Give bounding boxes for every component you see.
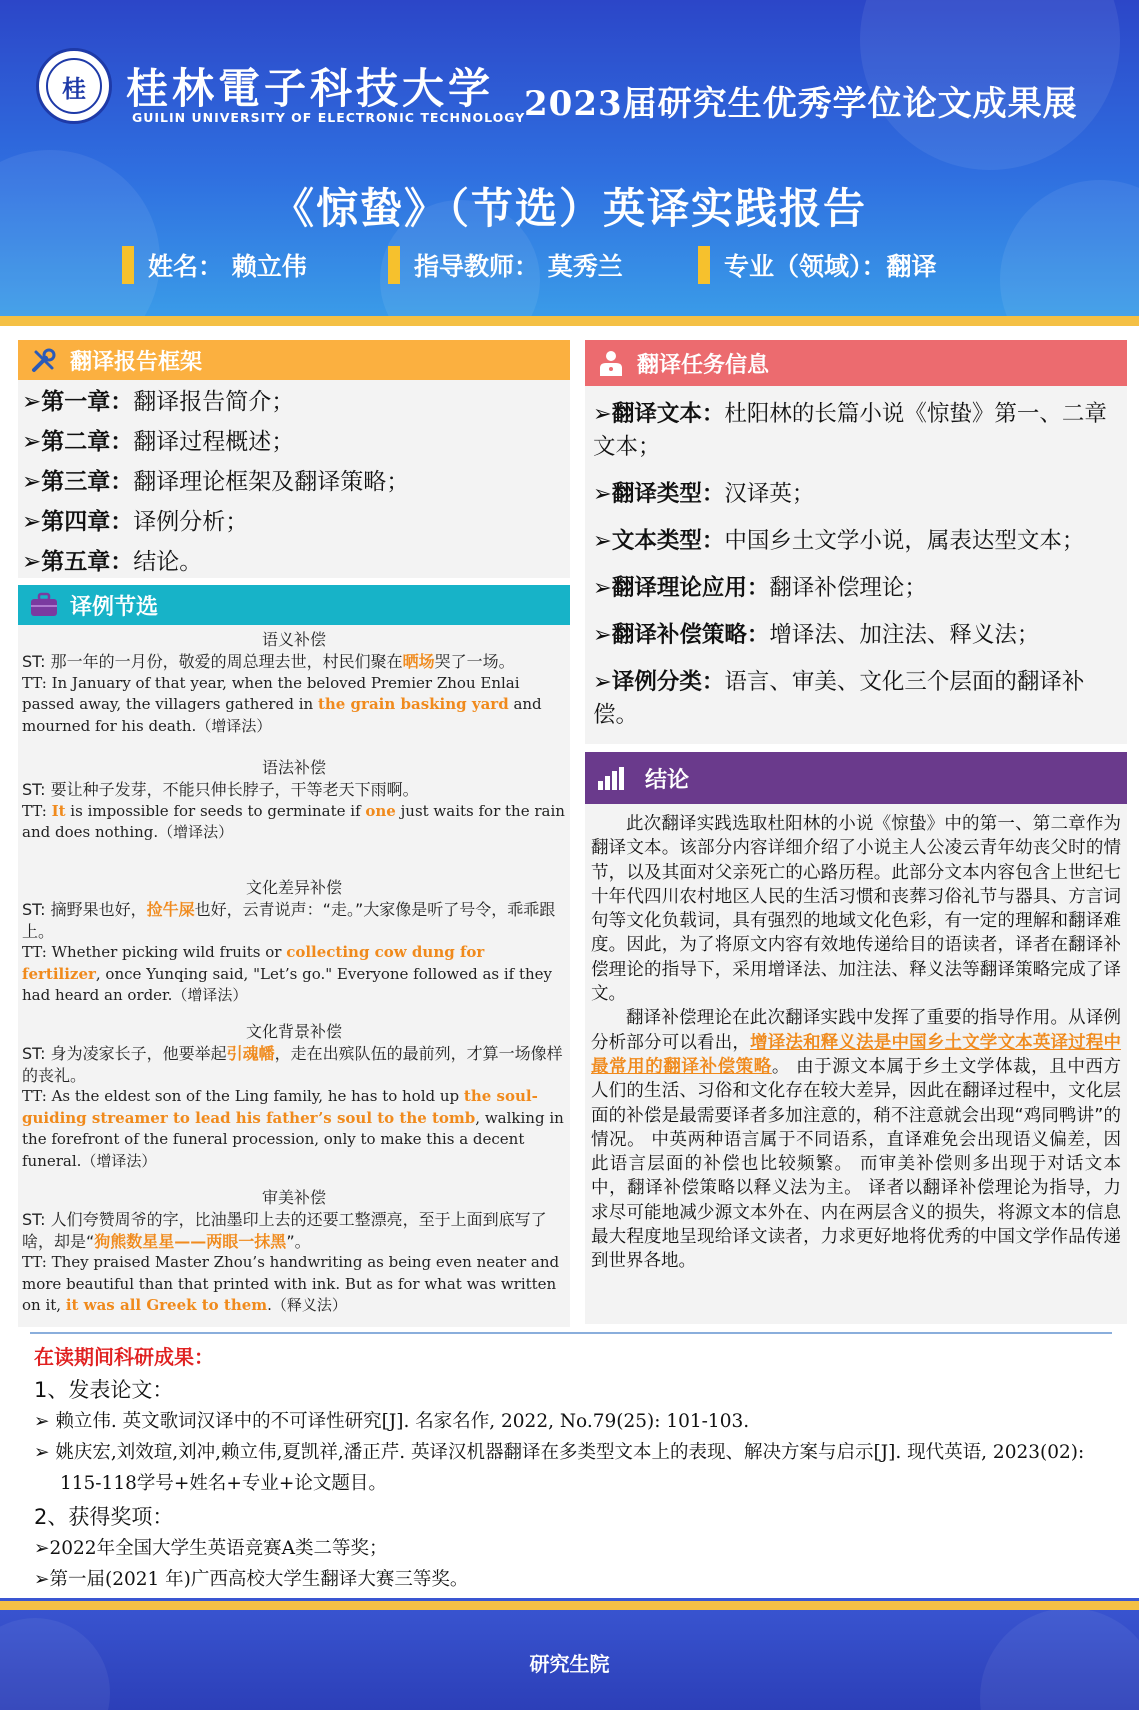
briefcase-icon [24,585,64,625]
footer-text: 研究生院 [529,1652,610,1676]
example-source [18,651,570,673]
task-text: 语言、审美、文化三个层面的翻译补偿。 [593,669,1085,728]
framework-header [18,340,570,380]
tt-highlight: the grain basking yard [317,695,509,713]
conclusion-paragraph-1: 此次翻译实践选取杜阳林的小说《惊蛰》中的第一、第二章作为翻译文本。该部分内容详细介绍了小说主人公凌云青年幼丧父时的情节，以及其面对父亲死亡的心路历程。此部分文本内容包含上世纪七十年代四川农村地区人民的生活习惯和丧葬习俗礼节与器具、方言词句等文化负载词，具有强烈的地域文化色彩，有一定的理解和翻译难度。因此，为了将原文内容有效地传递给目的语读者，译者在翻译补偿理论的指导下，采用增译法、加注法、释义法等翻译策略完成了译文。 [591,814,1121,1005]
framework-body [18,380,570,578]
student-name [122,246,307,284]
example-source [18,1043,570,1086]
advisor-name-text: 指导教师： 莫秀兰 [414,252,623,281]
conclusion-body [585,804,1127,1324]
task-text: 增译法、加注法、释义法； [769,622,1040,648]
task-label: 翻译理论应用： [611,575,770,601]
st-highlight: 狗熊数星星——两眼一抹黑 [94,1231,287,1251]
examples-header [18,585,570,625]
chapter-text: 译例分析； [133,509,249,535]
logo-glyph: 桂 [46,58,102,114]
example-block [18,1187,570,1327]
task-item: ➢文本类型：中国乡土文学小说，属表达型文本； [593,528,1085,554]
university-name-cn: 桂林電子科技大学 [126,64,495,113]
example-block [18,629,570,735]
chapter-text: 翻译过程概述； [133,429,295,455]
tt-highlight: one [365,801,396,820]
st-text: ST: 身为凌家长子，他要举起 [22,1044,227,1063]
tt-text: , walking in the forefront of the funeral procession, only to make this a decent funeral.（增译法） [22,1108,564,1170]
tt-text: TT: [22,801,52,820]
example-target [18,673,570,738]
tt-highlight: It [51,801,66,820]
tt-text: , once Yunqing said, "Let’s go." Everyone followed as if they had heard an order.（增译法） [22,964,553,1004]
task-info-heading: 翻译任务信息 [637,352,770,378]
major-name [698,246,937,284]
achievements-heading: 在读期间科研成果： [34,1345,214,1369]
tt-highlight: the soul-guiding streamer to lead his father’s soul to the tomb [22,1087,538,1127]
example-source: ST: 要让种子发芽，不能只伸长脖子，干等老天下雨啊。 [22,780,419,799]
conclusion-header [585,752,1127,804]
page-title: 《惊蛰》（节选）英译实践报告 [271,184,867,233]
task-label: 文本类型： [611,528,725,554]
example-target [18,942,570,1007]
advisor-name [388,246,623,284]
st-text: ST: 人们夸赞周爷的字，比油墨印上去的还要工整漂亮，至于上面到底写了啥，却是“ [22,1210,547,1251]
example-title: 语义补偿 [261,630,326,649]
tt-text: TT: In January of that year, when the beloved Premier Zhou Enlai passed away, the villagers gathered in [22,673,520,713]
chapter-item: ➢第一章：翻译报告简介； [22,389,295,415]
task-text: 翻译补偿理论； [769,575,927,601]
papers-heading: 1、发表论文： [34,1378,174,1402]
example-target [18,801,570,844]
paper-item: ➢ 赖立伟. 英文歌词汉译中的不可译性研究[J]. 名家名作, 2022, No.79(25): 101-103. [34,1411,750,1432]
st-text: 也好，云青说声：“走。”大家像是听了号令，乖乖跟上。 [22,900,556,941]
conclusion-paragraph-2 [585,1006,1127,1273]
university-logo [36,48,112,124]
example-target [18,1252,570,1317]
st-highlight: 引魂幡 [226,1044,275,1063]
conclusion-heading: 结论 [645,767,690,793]
st-text: ST: 那一年的一月份，敬爱的周总理去世，村民们聚在 [22,652,403,671]
st-highlight: 晒场 [402,652,435,671]
section-divider [30,1332,1112,1334]
examples-body [18,625,570,1327]
chapter-item: ➢第五章：结论。 [22,549,203,575]
st-text: ST: 摘野果也好， [22,900,147,919]
examples-heading: 译例节选 [70,594,159,620]
task-label: 译例分类： [611,669,725,695]
bar-chart-icon [591,758,631,798]
tt-text: and mourned for his death.（增译法） [22,695,542,735]
achievements-section [34,1340,1114,1595]
tt-highlight: collecting cow dung for fertilizer [22,943,485,983]
chapter-item: ➢第二章：翻译过程概述； [22,429,295,455]
tt-text: TT: As the eldest son of the Ling family, he has to hold up [22,1087,464,1105]
example-source [18,1209,570,1252]
university-name-en: GUILIN UNIVERSITY OF ELECTRONIC TECHNOLOGY [132,110,526,125]
framework-heading: 翻译报告框架 [70,349,203,375]
exhibition-title: 2023届研究生优秀学位论文成果展 [524,84,1078,124]
st-text: ，走在出殡队伍的最前列，才算一场像样的丧礼。 [22,1044,563,1085]
chapter-item: ➢第四章：译例分析； [22,509,249,535]
example-title: 审美补偿 [261,1188,326,1207]
st-text: 哭了一场。 [434,652,515,671]
task-label: 翻译补偿策略： [611,622,770,648]
tt-text: is impossible for seeds to germinate if [65,801,366,820]
footer-divider [0,1601,1139,1610]
paper-item: ➢ 姚庆宏,刘效瑄,刘冲,赖立伟,夏凯祥,潘正芹. 英译汉机器翻译在多类型文本上的表现、解决方案与启示[J]. 现代英语, 2023(02): 115-118学号+姓名+专业+论文题目。 [34,1442,1085,1494]
task-text: 汉译英； [724,481,815,507]
example-title: 文化差异补偿 [245,878,342,897]
chapter-label: 第三章： [41,469,134,495]
st-highlight: 捡牛屎 [146,900,195,919]
info-bar [388,246,400,284]
example-title: 语法补偿 [261,758,326,777]
st-text: ”。 [286,1231,311,1251]
task-label: 翻译类型： [611,481,725,507]
chapter-text: 翻译报告简介； [133,389,295,415]
example-title: 文化背景补偿 [245,1022,342,1041]
example-block [18,1017,570,1187]
tt-text: .（释义法） [267,1296,347,1314]
task-item: ➢翻译补偿策略：增译法、加注法、释义法； [593,622,1040,648]
conclusion-text: 翻译补偿理论在此次翻译实践中发挥了重要的指导作用。从译例分析部分可以看出， [591,1008,1121,1053]
task-text: 中国乡土文学小说，属表达型文本； [724,528,1085,554]
example-block [18,867,570,1017]
chapter-label: 第四章： [41,509,134,535]
example-target [18,1086,570,1172]
award-item: ➢2022年全国大学生英语竞赛A类二等奖； [34,1538,388,1559]
chapter-text: 翻译理论框架及翻译策略； [133,469,410,495]
task-item: ➢翻译类型：汉译英； [593,481,815,507]
example-block [18,735,570,867]
example-source [18,899,570,942]
task-item: ➢译例分类：语言、审美、文化三个层面的翻译补偿。 [593,669,1085,728]
header-banner [0,0,1139,316]
header-divider [0,316,1139,326]
task-item: ➢翻译理论应用：翻译补偿理论； [593,575,927,601]
task-info-body [585,386,1127,744]
team-icon [591,343,631,383]
tt-text: TT: They praised Master Zhou’s handwriting as being even neater and more beautiful than that printed with ink. But as for what was written on it, [22,1253,560,1314]
task-label: 翻译文本： [611,401,725,427]
conclusion-text: 。 由于源文本属于乡土文学体裁，且中西方人们的生活、习俗和文化存在较大差异，因此在翻译过程中，文化层面的补偿是最需要译者多加注意的，稍不注意就会出现“鸡同鸭讲”的情况。 中英两种语言属于不同语系，直译难免会出现语义偏差，因此语言层面的补偿也比较频繁。 而审美补偿则多出现于对话文本中，翻译补偿策略以释义法为主。 译者以翻译补偿理论为指导，力求尽可能地减少源文本外在、内在两层含义的损失，将源文本的信息最大程度地呈现给译文读者，力求更好地将优秀的中国文学作品传递到世界各地。 [591,1056,1122,1272]
chapter-text: 结论。 [133,549,203,575]
awards-heading: 2、获得奖项： [34,1505,174,1529]
tt-text: TT: Whether picking wild fruits or [22,943,287,961]
chapter-label: 第二章： [41,429,134,455]
tt-highlight: it was all Greek to them [65,1296,268,1314]
award-item: ➢第一届(2021 年)广西高校大学生翻译大赛三等奖。 [34,1569,469,1590]
footer-banner [0,1598,1139,1710]
task-info-header [585,340,1127,386]
tt-text: just waits for the rain and does nothing.（增译法） [22,801,565,841]
conclusion-highlight: 增译法和释义法是中国乡土文学文本英译过程中最常用的翻译补偿策略 [591,1032,1122,1077]
task-item: ➢翻译文本：杜阳林的长篇小说《惊蛰》第一、二章文本； [593,401,1107,460]
tools-icon [24,340,64,380]
major-name-text: 专业（领域）：翻译 [724,252,937,281]
chapter-label: 第五章： [41,549,134,575]
info-bar [698,246,710,284]
student-name-text: 姓名： 赖立伟 [148,252,307,281]
task-text: 杜阳林的长篇小说《惊蛰》第一、二章文本； [593,401,1107,460]
info-bar [122,246,134,284]
chapter-label: 第一章： [41,389,134,415]
chapter-item: ➢第三章：翻译理论框架及翻译策略； [22,469,410,495]
